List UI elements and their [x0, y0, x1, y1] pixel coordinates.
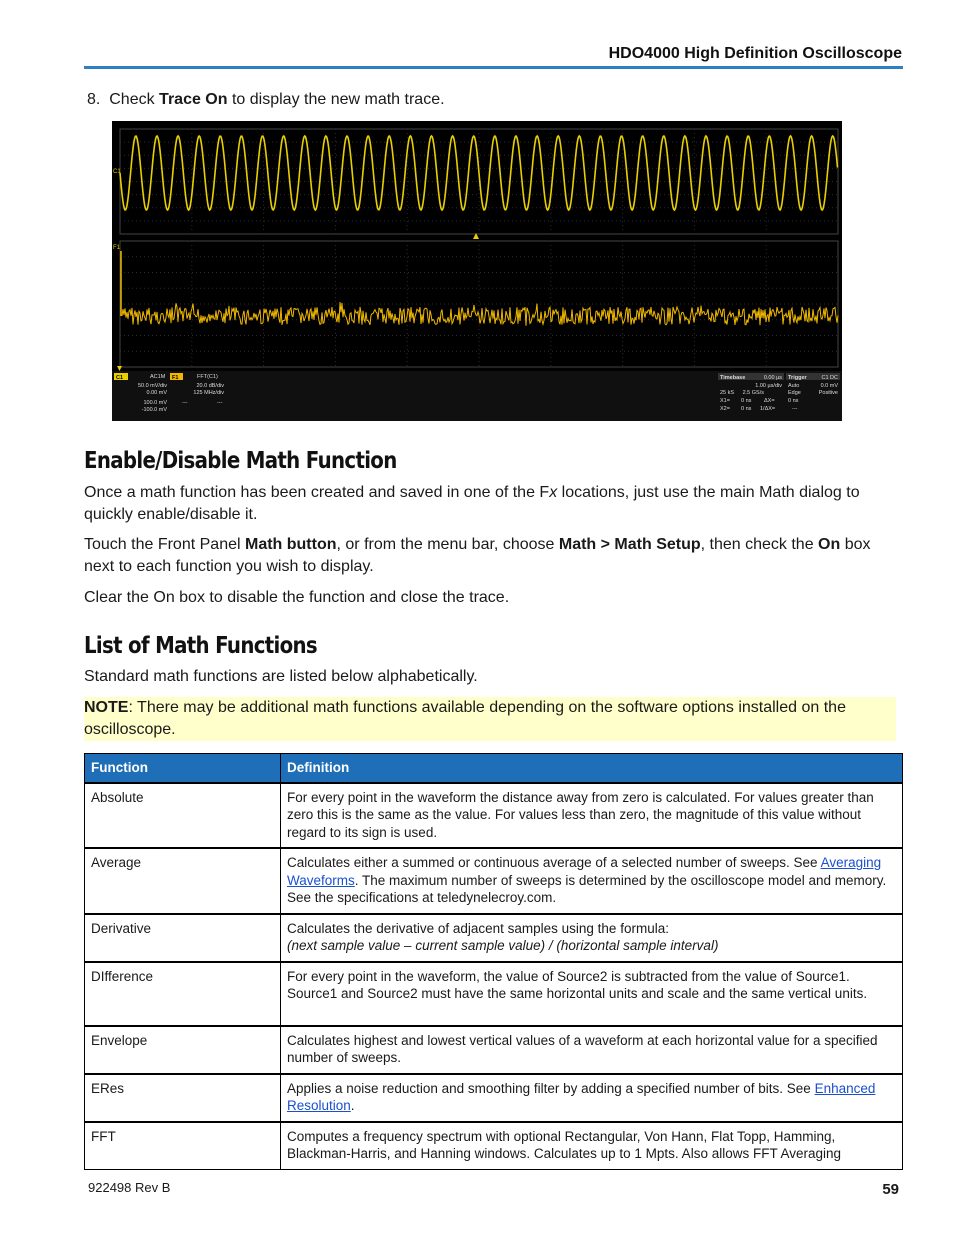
link-averaging-waveforms[interactable]: Averaging Waveforms [287, 855, 882, 888]
function-name: Average [85, 848, 281, 914]
p1-a: Once a math function has been created and saved in one of the F [84, 484, 550, 501]
function-name: Absolute [85, 783, 281, 849]
f1-badge-label: F1 [172, 375, 179, 381]
header-definition: Definition [281, 754, 903, 783]
table-header-row [85, 754, 903, 783]
footer-doc-number: 922498 Rev B [88, 1180, 171, 1195]
function-name: DIfference [85, 962, 281, 1026]
note-box [84, 697, 896, 741]
def-text: . [350, 1098, 355, 1113]
p2-e: box next to each function you wish to display. [84, 536, 871, 575]
function-name: Envelope [85, 1026, 281, 1074]
trigger-row-0-b: 0.0 mV [820, 383, 838, 389]
def-text: Applies a noise reduction and smoothing filter by adding a specified number of bits. See [287, 1080, 815, 1096]
f1-row-3: --- [217, 400, 223, 406]
f1-row-1: 125 MHz/div [193, 390, 224, 396]
table-row [85, 1122, 903, 1170]
step-bold: Trace On [159, 91, 228, 108]
footer-page-number: 59 [882, 1181, 899, 1198]
c1-row-0: 50.0 mV/div [137, 383, 167, 389]
timebase-row-0-b: 1.00 µs/div [755, 383, 782, 389]
table-row [85, 848, 903, 914]
cursor-row-3-b: --- [792, 406, 798, 412]
step-number: 8. [87, 91, 101, 108]
paragraph-enable-1 [84, 482, 894, 526]
c1-row-3: -100.0 mV [141, 407, 167, 413]
scope-status-bar [112, 371, 842, 421]
function-name: ERes [85, 1074, 281, 1122]
note-label: NOTE [84, 699, 129, 716]
function-definition [281, 1074, 903, 1122]
section-title-enable-disable: Enable/Disable Math Function [84, 448, 397, 474]
function-definition: For every point in the waveform, the value of Source2 is subtracted from the value of Source1. Source1 and Source2 must have the same horizontal units and scale and the same vertical units. [281, 962, 903, 1026]
trigger-row-0-a: Auto [788, 383, 800, 389]
function-definition: For every point in the waveform the distance away from zero is calculated. For values greater than zero this is the same as the value. For values less than zero, the magnitude of this value without regard to its sign is used. [281, 783, 903, 849]
p2-c: , or from the menu bar, choose [336, 536, 559, 553]
c1-marker-label: C1 [113, 169, 121, 175]
note-text: : There may be additional math functions available depending on the software options installed on the oscilloscope. [84, 699, 846, 738]
function-definition: Calculates highest and lowest vertical values of a waveform at each horizontal value for a specified number of sweeps. [281, 1026, 903, 1074]
timebase-row-2-a: X1= [720, 398, 730, 404]
f1-name: FFT(C1) [197, 374, 218, 380]
cursor-row-2-a: ΔX= [764, 398, 775, 404]
p1-x: x [549, 484, 558, 501]
c1-coupling: AC1M [150, 374, 166, 380]
trigger-row-1-b: Positive [818, 390, 838, 396]
timebase-row-2-b: 0 ns [741, 398, 752, 404]
p2-b3: On [818, 536, 841, 553]
c1-row-2: 100.0 mV [143, 400, 167, 406]
step-8 [87, 91, 445, 109]
f1-row-2: --- [182, 400, 188, 406]
oscilloscope-screenshot [112, 121, 842, 421]
function-definition [281, 848, 903, 914]
section-title-list: List of Math Functions [84, 633, 318, 659]
def-text: . The maximum number of sweeps is determined by the oscilloscope model and memory. See the specifications at teledynelecroy.com. [287, 872, 887, 905]
paragraph-enable-2 [84, 534, 894, 578]
p1-b: locations, just use the main Math dialog to quickly enable/disable it. [84, 484, 860, 523]
table-row [85, 1074, 903, 1122]
p2-b1: Math button [244, 536, 337, 553]
table-row [85, 914, 903, 962]
header-title: HDO4000 High Definition Oscilloscope [608, 45, 902, 62]
timebase-row-3-b: 0 ns [741, 406, 752, 412]
trigger-badge: C1 DC [821, 375, 838, 381]
trigger-row-1-a: Edge [788, 390, 801, 396]
trigger-label: Trigger [788, 375, 807, 381]
table-row [85, 1026, 903, 1074]
c1-badge-label: C1 [116, 375, 124, 381]
scope-display [112, 121, 842, 421]
math-functions-table [84, 753, 903, 1170]
cursor-row-2-b: 0 ns [788, 398, 799, 404]
link-enhanced-resolution[interactable]: Enhanced Resolution [287, 1080, 876, 1113]
table-row [85, 962, 903, 1026]
timebase-value: 0.00 µs [763, 375, 782, 381]
p2-d: , then check the [700, 536, 819, 553]
c1-row-1: 0.00 mV [146, 390, 167, 396]
paragraph-list-intro: Standard math functions are listed below alphabetically. [84, 668, 478, 685]
function-definition [281, 914, 903, 962]
timebase-row-1-b: 2.5 GS/s [742, 390, 764, 396]
f1-marker-label: F1 [113, 245, 121, 251]
timebase-row-3-a: X2= [720, 406, 730, 412]
header-rule [84, 66, 903, 69]
p2-b2: Math > Math Setup [558, 536, 701, 553]
def-text: Calculates the derivative of adjacent samples using the formula: [287, 920, 669, 936]
step-pre: Check [109, 91, 155, 108]
f1-row-0: 20.0 dB/div [196, 383, 224, 389]
paragraph-enable-3: Clear the On box to disable the function and close the trace. [84, 589, 510, 606]
c1-offset-marker-icon [117, 366, 122, 371]
f1-fft-trace [122, 302, 838, 326]
function-definition: Computes a frequency spectrum with optional Rectangular, Von Hann, Flat Topp, Hamming, Blackman-Harris, and Hanning windows. Calculates up to 1 Mpts. Also allows FFT Averaging [281, 1122, 903, 1170]
table-row [85, 783, 903, 849]
step-post: to display the new math trace. [231, 91, 445, 108]
cursor-row-3-a: 1/ΔX= [760, 406, 776, 412]
function-name: FFT [85, 1122, 281, 1170]
header-function: Function [85, 754, 281, 783]
p2-a: Touch the Front Panel [84, 536, 245, 553]
lower-grid [120, 241, 838, 367]
timebase-row-1-a: 25 kS [720, 390, 735, 396]
function-name: Derivative [85, 914, 281, 962]
def-formula: (next sample value – current sample value) / (horizontal sample interval) [287, 938, 719, 953]
timebase-label: Timebase [720, 375, 746, 381]
def-text: Calculates either a summed or continuous average of a selected number of sweeps. See [287, 855, 821, 870]
c1-sine-trace [120, 136, 838, 210]
